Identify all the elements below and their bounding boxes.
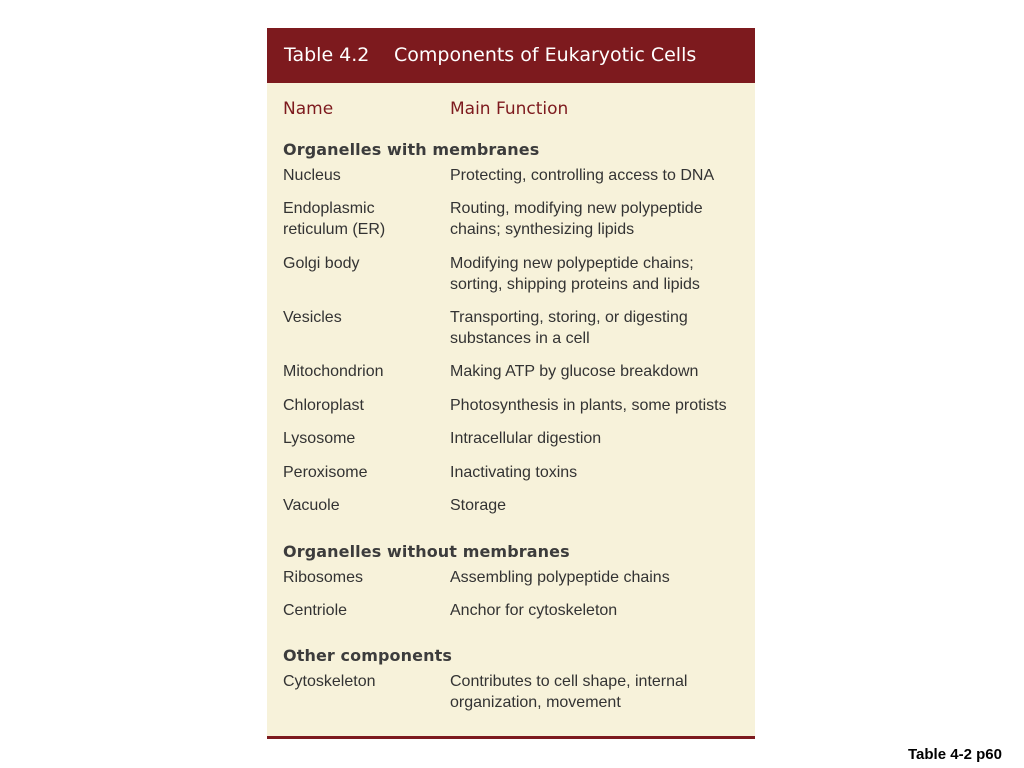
row-function: Intracellular digestion <box>450 430 602 447</box>
row-name: Endoplasmic <box>283 200 375 217</box>
row-function: Modifying new polypeptide chains; <box>450 255 694 272</box>
row-name: Vacuole <box>283 497 340 514</box>
column-header-name: Name <box>283 99 334 119</box>
column-header-function: Main Function <box>450 99 569 119</box>
row-function: Assembling polypeptide chains <box>450 569 670 586</box>
row-name: Ribosomes <box>283 569 364 586</box>
table-card <box>267 28 755 736</box>
row-name: Centriole <box>283 602 348 619</box>
table-bottom-rule <box>267 736 755 739</box>
row-name: Peroxisome <box>283 464 368 481</box>
section-heading: Other components <box>283 646 452 665</box>
table-title-bar <box>267 28 755 83</box>
row-name: Vesicles <box>283 309 342 326</box>
slide-caption: Table 4-2 p60 <box>908 746 1002 763</box>
section-heading: Organelles without membranes <box>283 542 570 561</box>
row-function-cont: sorting, shipping proteins and lipids <box>450 276 700 293</box>
row-function-cont: chains; synthesizing lipids <box>450 221 635 238</box>
row-name: Chloroplast <box>283 397 364 414</box>
row-function: Protecting, controlling access to DNA <box>450 167 715 184</box>
row-function: Inactivating toxins <box>450 464 578 481</box>
row-function: Making ATP by glucose breakdown <box>450 363 699 380</box>
row-function: Anchor for cytoskeleton <box>450 602 618 619</box>
table-title: Components of Eukaryotic Cells <box>394 44 697 66</box>
row-function-cont: substances in a cell <box>450 330 590 347</box>
row-function-cont: organization, movement <box>450 694 621 711</box>
row-name: Mitochondrion <box>283 363 384 380</box>
row-function: Storage <box>450 497 507 514</box>
table-number: Table 4.2 <box>284 44 370 66</box>
section-heading: Organelles with membranes <box>283 140 540 159</box>
row-name-cont: reticulum (ER) <box>283 221 386 238</box>
row-function: Photosynthesis in plants, some protists <box>450 397 727 414</box>
row-name: Golgi body <box>283 255 360 272</box>
row-name: Lysosome <box>283 430 356 447</box>
row-name: Cytoskeleton <box>283 673 376 690</box>
row-function: Transporting, storing, or digesting <box>450 309 688 326</box>
row-function: Contributes to cell shape, internal <box>450 673 688 690</box>
row-name: Nucleus <box>283 167 341 184</box>
row-function: Routing, modifying new polypeptide <box>450 200 703 217</box>
